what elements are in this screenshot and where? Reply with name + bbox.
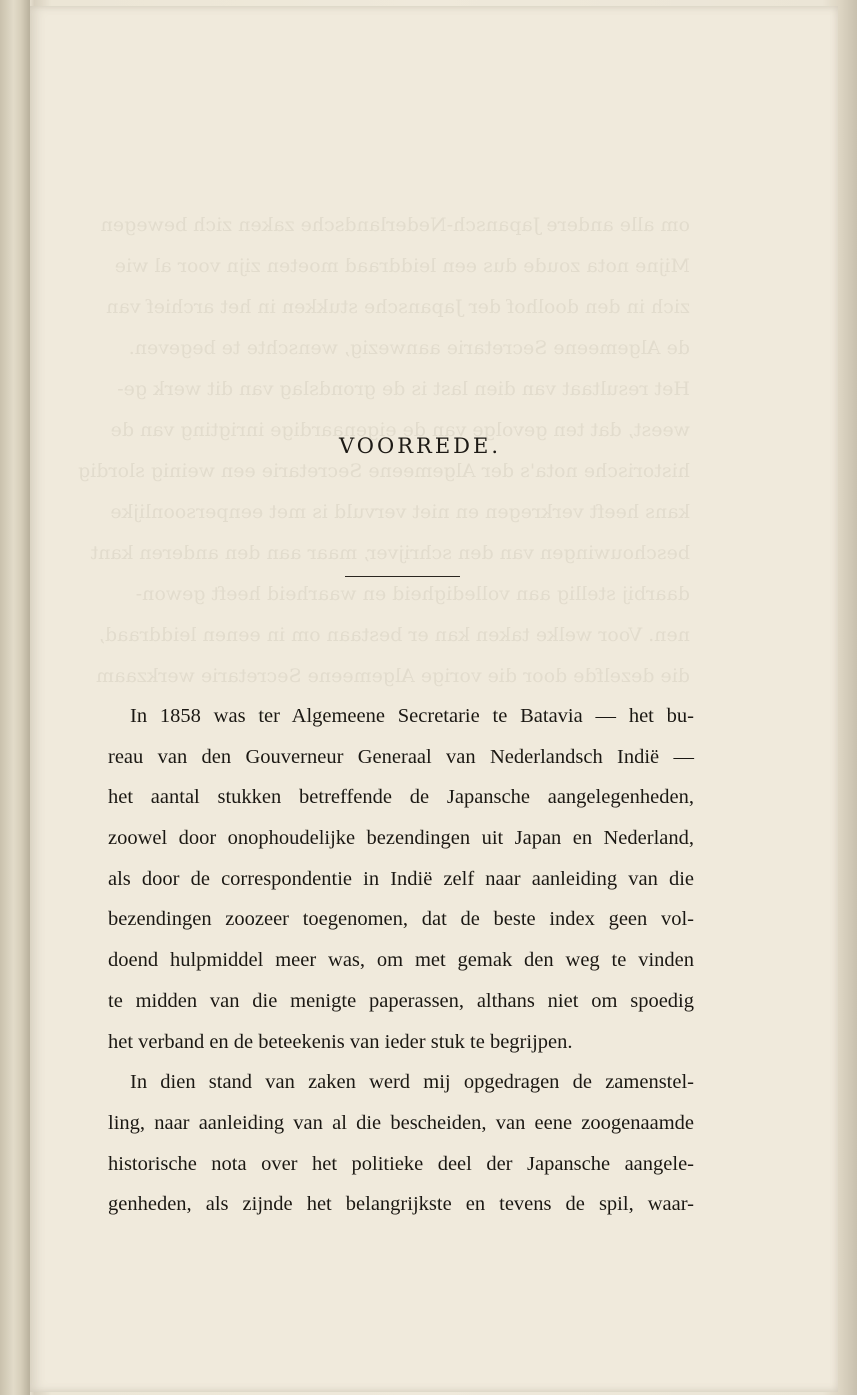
text-line: als door de correspondentie in Indië zelf naar aanleiding van die [108, 867, 694, 890]
text-line: In 1858 was ter Algemeene Secretarie te Batavia — het bu- [130, 705, 694, 727]
page-title: VOORREDE. [338, 434, 502, 458]
title-rule [345, 576, 460, 577]
text-line: ling, naar aanleiding van al die bescheiden, van eene zoogenaamde [108, 1111, 694, 1134]
body-text [108, 696, 694, 1225]
text-line: historische nota over het politieke deel der Japansche aangele- [108, 1152, 694, 1175]
text-line: bezendingen zoozeer toegenomen, dat de beste index geen vol- [108, 908, 694, 931]
text-line: reau van den Gouverneur Generaal van Nederlandsch Indië — [108, 745, 694, 768]
text-line: doend hulpmiddel meer was, om met gemak den weg te vinden [108, 949, 694, 972]
text-line: zoowel door onophoudelijke bezendingen uit Japan en Nederland, [108, 827, 694, 850]
text-line: In dien stand van zaken werd mij opgedragen de zamenstel- [130, 1071, 694, 1094]
text-line: genheden, als zijnde het belangrijkste en tevens de spil, waar- [108, 1193, 694, 1216]
show-through-text: om alle andere Japansch-Nederlandsche zaken zich Mijne nota zoude dus een leiddraad moeten zijn voor al zich in den doolhof der Japansche stukken in het archief de Algemeene Secretarie aanwezig, wenschte te begeven. Het resultaat van dien last is de grondslag van dit werk weest, dat ten gevolge van de eigenaardige inrigting van historische nota's der Algemeene Secretarie een weinig kans heeft verkregen en niet vervuld is met eenpersoonlijke beschouwingen van den schrijver, maar aan den anderen daarbij stellig aan volledigheid en waarheid heeft gewon- nen. Voor welke taken kan er bestaan om in eenen die dezelfde door die vorige Algemeene Secretarie [110, 214, 690, 687]
text-line: te midden van die menigte paperassen, althans niet om spoedig [108, 989, 694, 1012]
text-line: het verband en de beteekenis van ieder stuk te begrijpen. [108, 1030, 573, 1053]
text-line: het aantal stukken betreffende de Japansche aangelegenheden, [108, 786, 694, 809]
previous-page-edge [0, 0, 30, 1395]
